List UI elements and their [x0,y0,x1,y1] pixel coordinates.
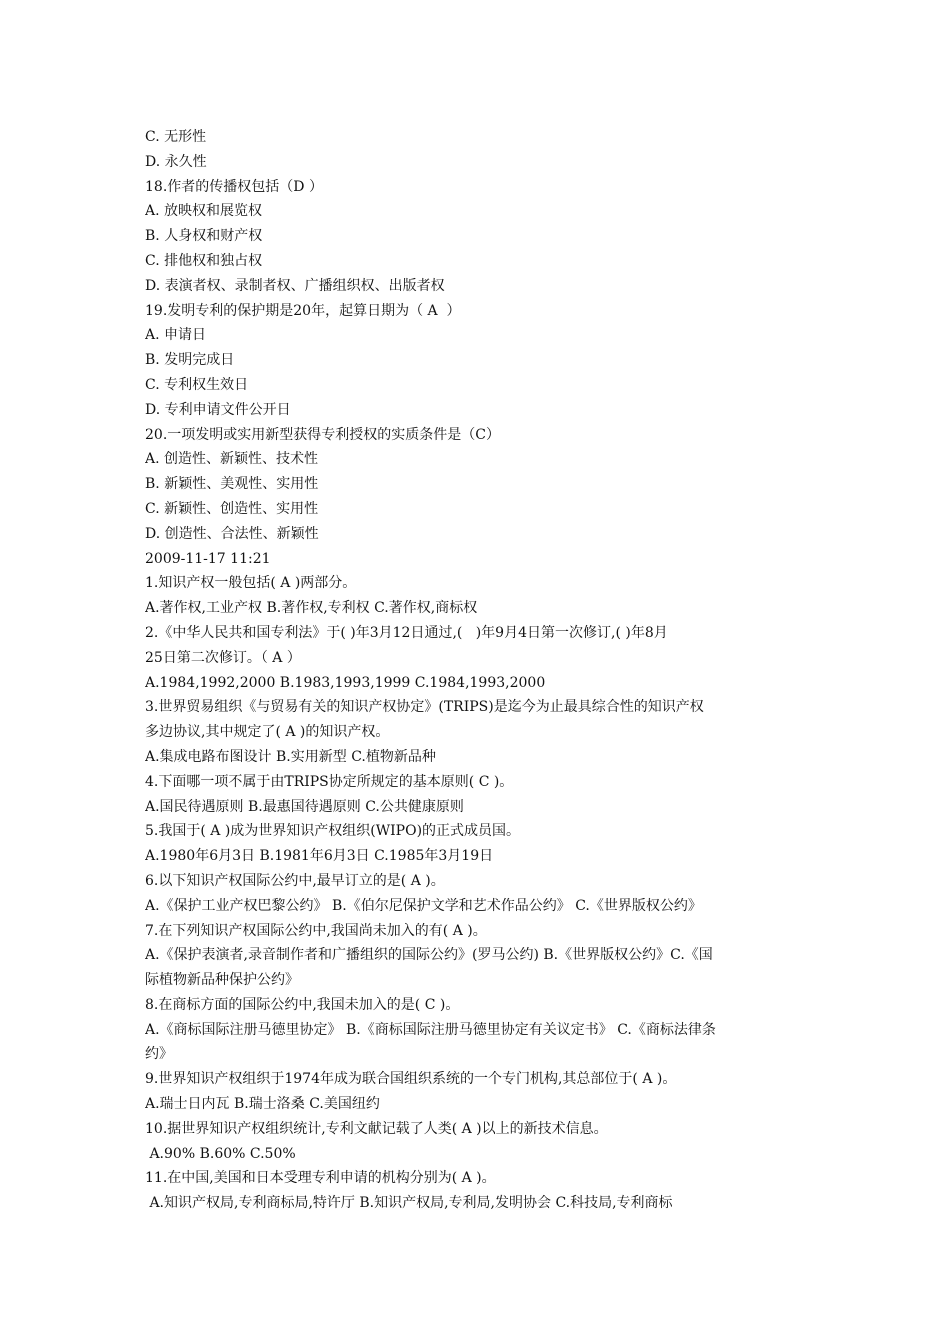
text-line: 际植物新品种保护公约》 [145,972,299,989]
question-7: 7.在下列知识产权国际公约中,我国尚未加入的有( A )。 [145,922,487,939]
text-line: A.1984,1992,2000 B.1983,1993,1999 C.1984,1993,2000 [145,674,546,691]
text-line: D. 专利申请文件公开日 [145,401,291,418]
text-line: A. 放映权和展览权 [145,203,263,220]
question-11: 11.在中国,美国和日本受理专利申请的机构分别为( A )。 [145,1170,496,1187]
text-line: 25日第二次修订。（ A ） [145,649,301,666]
text-line: B. 发明完成日 [145,352,235,369]
question-9: 9.世界知识产权组织于1974年成为联合国组织系统的一个专门机构,其总部位于( A )。 [145,1071,677,1088]
question-4: 4.下面哪一项不属于由TRIPS协定所规定的基本原则( C )。 [145,773,514,790]
text-line: C. 专利权生效日 [145,376,249,393]
text-line: A.瑞士日内瓦 B.瑞士洛桑 C.美国纽约 [145,1096,380,1113]
question-3: 3.世界贸易组织《与贸易有关的知识产权协定》(TRIPS)是迄今为止最具综合性的知识产权 [145,699,704,716]
question-5: 5.我国于( A )成为世界知识产权组织(WIPO)的正式成员国。 [145,823,521,840]
document-page [145,125,815,1216]
text-line: A.《保护工业产权巴黎公约》 B.《伯尔尼保护文学和艺术作品公约》 C.《世界版权公约》 [145,897,702,914]
text-line: D. 表演者权、录制者权、广播组织权、出版者权 [145,277,445,294]
text-line: D. 创造性、合法性、新颖性 [145,525,319,542]
text-line: B. 人身权和财产权 [145,228,263,245]
question-19: 19.发明专利的保护期是20年，起算日期为（ A ） [145,302,461,319]
text-line: A.《保护表演者,录音制作者和广播组织的国际公约》(罗马公约) B.《世界版权公约》C.《国 [145,947,713,964]
text-line: A.国民待遇原则 B.最惠国待遇原则 C.公共健康原则 [145,798,464,815]
text-line: A. 创造性、新颖性、技术性 [145,451,319,468]
question-18: 18.作者的传播权包括（D ） [145,178,323,195]
text-line: B. 新颖性、美观性、实用性 [145,476,319,493]
timestamp: 2009-11-17 11:21 [145,550,271,567]
text-line: A.《商标国际注册马德里协定》 B.《商标国际注册马德里协定有关议定书》 C.《商标法律条 [145,1021,716,1038]
question-8: 8.在商标方面的国际公约中,我国未加入的是( C )。 [145,996,460,1013]
question-6: 6.以下知识产权国际公约中,最早订立的是( A )。 [145,872,445,889]
text-line: A.90% B.60% C.50% [145,1145,296,1162]
text-line: A.集成电路布图设计 B.实用新型 C.植物新品种 [145,748,436,765]
question-20: 20.一项发明或实用新型获得专利授权的实质条件是（C） [145,426,500,443]
text-line: A.知识产权局,专利商标局,特许厅 B.知识产权局,专利局,发明协会 C.科技局,专利商标 [145,1195,673,1212]
text-line: A.1980年6月3日 B.1981年6月3日 C.1985年3月19日 [145,848,494,865]
text-line: C. 新颖性、创造性、实用性 [145,500,319,517]
text-line: A.著作权,工业产权 B.著作权,专利权 C.著作权,商标权 [145,600,478,617]
text-line: 多边协议,其中规定了( A )的知识产权。 [145,724,390,741]
question-1: 1.知识产权一般包括( A )两部分。 [145,575,357,592]
text-line: C. 排他权和独占权 [145,252,263,269]
question-10: 10.据世界知识产权组织统计,专利文献记载了人类( A )以上的新技术信息。 [145,1120,608,1137]
text-line: D. 永久性 [145,153,207,170]
text-line: 约》 [145,1046,173,1063]
text-line: C. 无形性 [145,129,207,145]
text-line: A. 申请日 [145,327,207,344]
question-2: 2.《中华人民共和国专利法》于( )年3月12日通过,( )年9月4日第一次修订,( )年8月 [145,624,668,641]
